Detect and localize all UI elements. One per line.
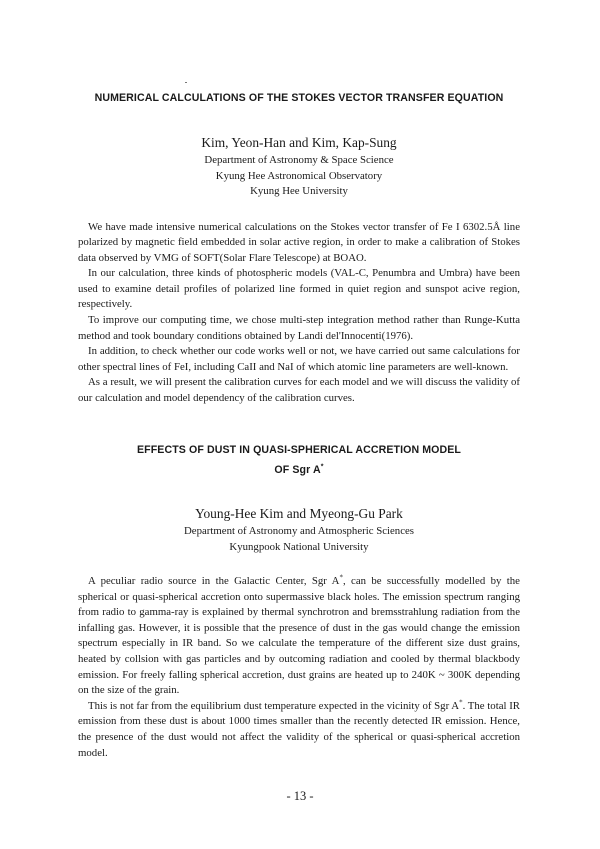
text-run: , can be successfully modelled by the spherical or quasi-spherical accretion onto supermassive black holes. The emission spectrum ranging from radio to gamma-ray is explained by thermal synchrotron and bremsstrahlung radiation from the infalling gas. However, it is possible that the presence of dust in the gas would change the emission spectrum especially in IR band. So we calculate the temperature of the different size dust grains, heated by collsion with gas particles and by outcoming radiation and cooled by thermal blackbody emission. For freely falling spherical accretion, dust grains are heated up to 240K ~ 300K depending on the size of the grain. — [78, 575, 520, 697]
affiliation-line: Department of Astronomy and Atmospheric Sciences — [184, 525, 414, 537]
abstract-body — [78, 574, 520, 761]
abstract-title — [78, 440, 520, 480]
body-paragraph — [78, 574, 520, 699]
superscript-star: * — [459, 698, 463, 707]
body-paragraph: In our calculation, three kinds of photospheric models (VAL-C, Penumbra and Umbra) have been used to examine detail profiles of polarized line formed in quiet region and sunspot acive region, respectively. — [78, 267, 520, 311]
page-number: - 13 - — [286, 789, 314, 803]
abstract-dust-accretion — [78, 440, 520, 761]
affiliation-line: Department of Astronomy & Space Science — [204, 154, 394, 166]
body-paragraph — [78, 699, 520, 761]
superscript-star: * — [339, 573, 343, 582]
affiliation-line: Kyungpook National University — [229, 540, 369, 553]
text-run: A peculiar radio source in the Galactic Center, Sgr A — [88, 575, 340, 587]
superscript-star: * — [320, 463, 324, 471]
body-paragraph: We have made intensive numerical calculations on the Stokes vector transfer of Fe I 6302.5Å line polarized by magnetic field embedded in solar active region, in order to make a calibration of Stokes data observed by VMG of SOFT(Solar Flare Telescope) at BOAO. — [78, 220, 520, 264]
body-paragraph: In addition, to check whether our code works well or not, we have carried out same calculations for other spectral lines of FeI, including CaII and NaI of which atomic line parameters are well-known. — [78, 345, 520, 373]
body-paragraph: To improve our computing time, we chose multi-step integration method rather than Runge-Kutta method and took boundary conditions obtained by Landi del'Innocenti(1976). — [78, 314, 520, 342]
abstract-authors: Young-Hee Kim and Myeong-Gu Park — [195, 506, 403, 521]
title-line: EFFECTS OF DUST IN QUASI-SPHERICAL ACCRETION MODEL — [137, 444, 461, 456]
abstract-affiliations — [78, 524, 520, 555]
abstract-stokes-vector — [78, 92, 520, 407]
title-line: OF Sgr A — [274, 464, 321, 476]
scan-speck — [185, 82, 187, 83]
text-run: . The total IR emission from these dust is about 1000 times smaller than the recently detected IR emission. Hence, the presence of the dust would not affect the validity of the spherical or quasi-spherical accretion model. — [78, 699, 521, 759]
text-run: This is not far from the equilibrium dust temperature expected in the vicinity of Sgr A — [88, 699, 460, 712]
abstract-affiliations — [78, 153, 520, 200]
affiliation-line: Kyung Hee Astronomical Observatory — [215, 169, 383, 182]
abstract-body — [78, 220, 520, 407]
body-paragraph: As a result, we will present the calibration curves for each model and we will discuss the validity of our calculation and model dependency of the calibration curves. — [78, 376, 520, 405]
affiliation-line: Kyung Hee University — [250, 185, 348, 197]
abstract-authors: Kim, Yeon-Han and Kim, Kap-Sung — [201, 135, 397, 150]
abstract-title: NUMERICAL CALCULATIONS OF THE STOKES VECTOR TRANSFER EQUATION — [94, 92, 504, 104]
